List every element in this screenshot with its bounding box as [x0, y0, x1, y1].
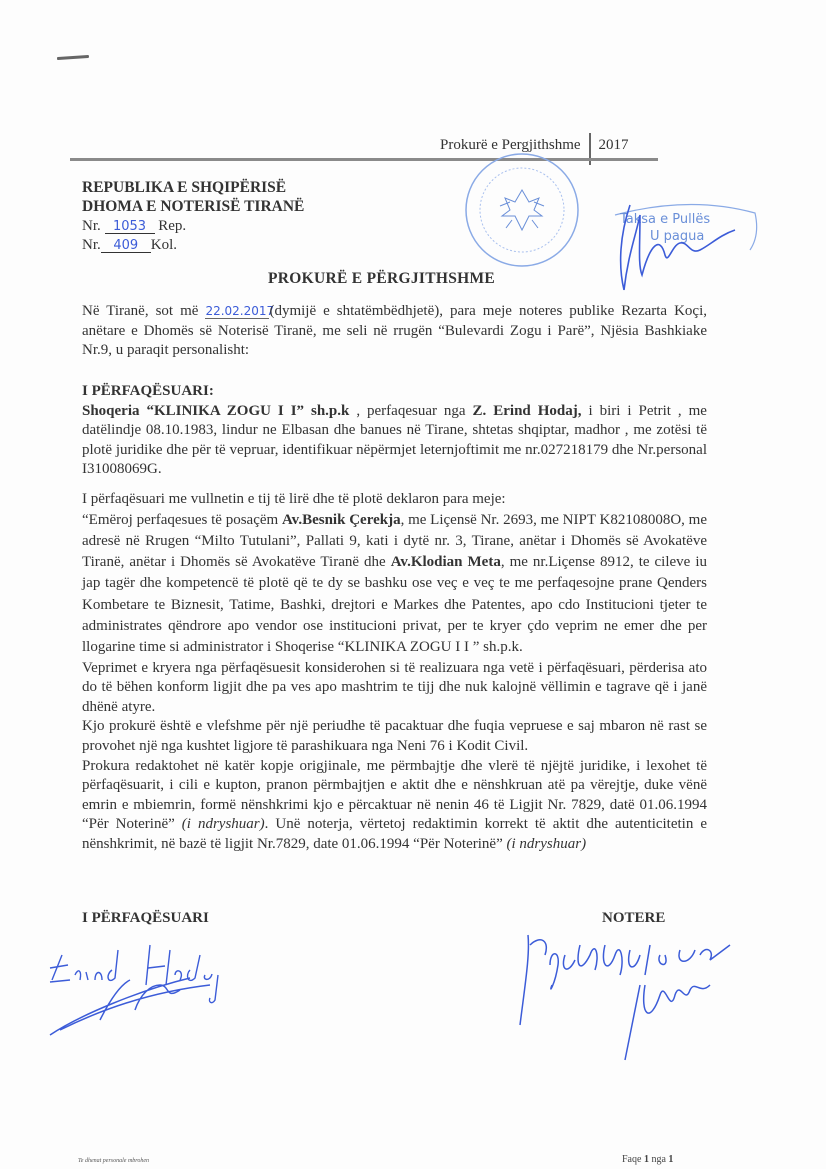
- rep-number-handwritten: 1053: [105, 220, 155, 234]
- represented-signature: [40, 930, 280, 1050]
- kol-number-handwritten: 409: [101, 239, 151, 253]
- header-year: 2017: [598, 137, 629, 153]
- appointment-paragraph: [82, 510, 707, 659]
- rep-suffix: Rep.: [158, 218, 187, 234]
- amended-note-1: (i ndryshuar): [181, 816, 265, 833]
- tax-stamp-line1: Taksa e Pullës: [620, 212, 711, 227]
- signature-label-notary: NOTERE: [602, 910, 666, 926]
- page-prefix: Faqe: [622, 1154, 644, 1165]
- attorney-2-name: Av.Klodian Meta: [390, 554, 501, 571]
- appointment-text-a: “Emëroj perfaqesues të posaçëm: [82, 511, 282, 528]
- notary-signature: [500, 925, 826, 1065]
- header-title: Prokurë e Pergjithshme: [440, 137, 581, 153]
- page-current: 1: [643, 1154, 649, 1165]
- represented-person: Z. Erind Hodaj,: [472, 402, 582, 419]
- validity-paragraph: Kjo prokurë është e vlefshme për një periudhe të pacaktuar dhe fuqia vepruese e saj mbaron në rast se provohet një nga kushtet ligjore të parashikuara nga Neni 76 i Kodit Civil.: [82, 718, 707, 755]
- stamp-outer-ring: [466, 154, 578, 266]
- page-number: [622, 1154, 673, 1165]
- kol-suffix: Kol.: [150, 237, 177, 253]
- stamp-inner-ring: [480, 168, 564, 252]
- represented-mid: , perfaqesuar nga: [349, 402, 473, 419]
- amended-note-2: (i ndryshuar): [506, 836, 587, 853]
- rep-prefix: Nr.: [82, 218, 101, 234]
- eagle-emblem-icon: [500, 190, 544, 230]
- notary-stamp: [460, 150, 590, 290]
- appointment-text-b: , me Liçensë Nr. 2693, me NIPT K82108008O, me adresë në Rrugen “Milto Tutulani”, Pallati 9, kati i dytë nr. 3, Tirane, anëtar i Dhomës së Avokatëve Tiranë, anëtar i Dhomës së Avokatëve Tiranë dhe: [82, 511, 707, 571]
- drafting-text-a: Prokura redaktohet në katër kopje origjinale, me përmbajtje dhe vlerë të njëjtë juridike, i lexohet të përfaqësuarit, i cili e kupton, pranon përmbajtjen e aktit dhe e nënshkruan atë pa vërejtje, duke vënë emrin e mbiemrin, formë nënshkrimi kjo e përcaktuar në nenin 46 të Ligjit Nr. 7829, datë 01.06.1994 “Për Noterinë”: [82, 757, 707, 833]
- drafting-paragraph: [82, 757, 707, 855]
- document-title: PROKURË E PËRGJITHSHME: [268, 270, 496, 287]
- footer-note: Te dhenat personale mbrohen: [78, 1158, 150, 1164]
- organization-block: [82, 178, 304, 216]
- registry-rep: [82, 218, 186, 235]
- attorney-1-name: Av.Besnik Çerekja: [281, 511, 401, 528]
- represented-section: [82, 382, 707, 480]
- registry-kol: [82, 237, 177, 254]
- declaration-lead: I përfaqësuari me vullnetin e tij të lirë dhe të plotë deklaron para meje:: [82, 491, 506, 507]
- page-total: 1: [668, 1154, 674, 1165]
- org-line-2: DHOMA E NOTERISË TIRANË: [82, 198, 305, 215]
- declaration-section: [82, 490, 707, 855]
- date-handwritten: 22.02.2017: [205, 304, 275, 318]
- kol-prefix: Nr.: [82, 237, 101, 253]
- represented-heading: I PËRFAQËSUARI:: [82, 383, 214, 399]
- company-prefix: Shoqeria: [82, 402, 147, 419]
- signature-label-represented: I PËRFAQËSUARI: [82, 910, 209, 926]
- actions-paragraph: Veprimet e kryera nga përfaqësuesit konsiderohen si të realizuara nga vetë i përfaqësuari, përderisa ato do të bëhen konform ligjit dhe pa ves apo mashtrim te tijj dhe nuk kalojnë vëllimin e tagrave që i janë dhënë atyre.: [82, 659, 707, 715]
- company-name: “KLINIKA ZOGU I I” sh.p.k: [146, 402, 350, 419]
- intro-paragraph: [82, 302, 707, 361]
- intro-before-date: Në Tiranë, sot më: [82, 303, 206, 319]
- org-line-1: REPUBLIKA E SHQIPËRISË: [82, 179, 287, 196]
- page-mid: nga: [648, 1154, 669, 1165]
- intro-after-date: (dymijë e shtatëmbëdhjetë), para meje noteres publike Rezarta Koçi, anëtare e Dhomës së Noterisë Tiranë, me seli në rrugën “Bulevardi Zogu i Parë”, Njësia Bashkiake Nr.9, u paraqit personalisht:: [82, 303, 708, 359]
- tax-stamp-line2: U pagua: [650, 229, 705, 244]
- represented-details: i biri i Petrit , me datëlindje 08.10.1983, lindur ne Elbasan dhe banues në Tirane, shtetas shqiptar, madhor , me zotësi të plotë juridike dhe për të vepruar, identifikuar nëpërmjet leternjoftimit me nr.027218179 dhe Nr.personal I31008069G.: [82, 402, 707, 478]
- appointment-text-c: , me nr.Liçense 8912, te cileve iu jap tagër dhe kompetencë të plotë që te dy se bashku ose veç e veç te me perfaqesojne prane Qenders Kombetare te Biznesit, Tatime, Bashki, drejtori e Markes dhe Patentes, apo cdo Institucioni tjeter te administrates qëndrore apo vendor ose institucioni privat, per te kryer çdo veprim ne emer dhe per llogarine time si administrator i Shoqerise “KLINIKA ZOGU I I ” sh.p.k.: [82, 554, 707, 656]
- scan-artifact-mark: [57, 55, 89, 60]
- drafting-text-b: . Unë noterja, vërtetoj redaktimin korrekt të aktit dhe autenticitetin e nënshkrimit, në bazë të ligjit Nr.7829, date 01.06.1994 “Për Noterinë”: [82, 816, 708, 853]
- tax-stamp: [610, 195, 760, 305]
